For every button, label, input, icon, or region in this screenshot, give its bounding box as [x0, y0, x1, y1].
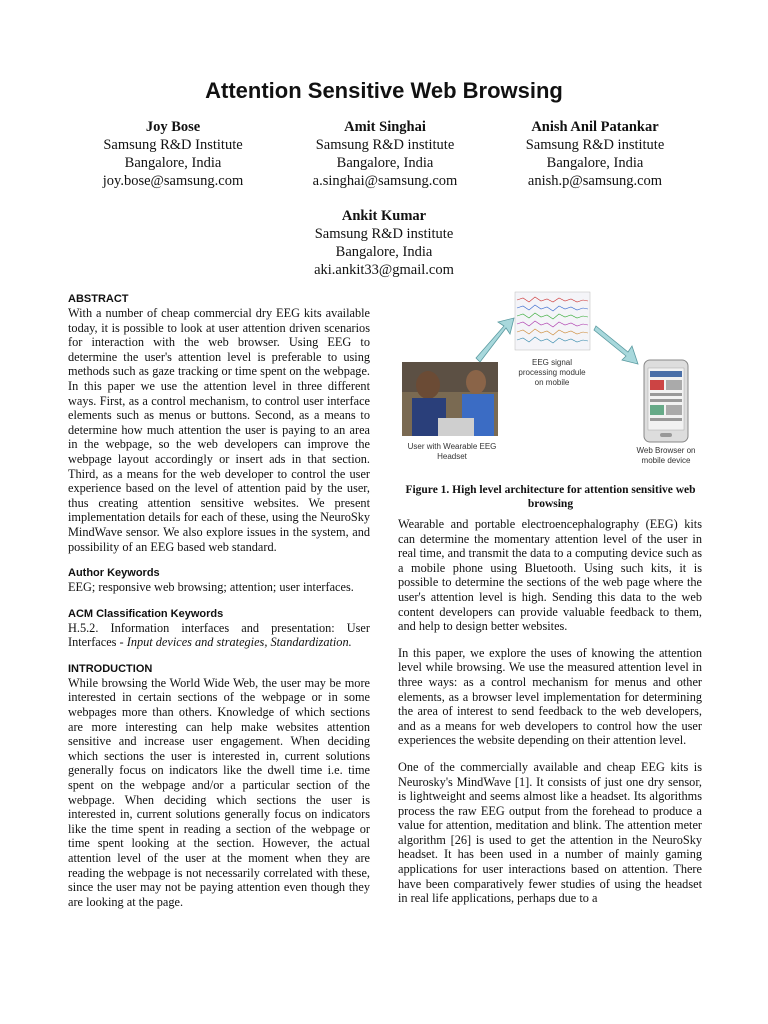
- author-name: Anish Anil Patankar: [531, 119, 659, 135]
- author-location: Bangalore, India: [546, 155, 644, 171]
- user-headset-label: User with Wearable EEG Headset: [407, 442, 497, 461]
- abstract-heading: ABSTRACT: [68, 293, 129, 305]
- body-paragraph: Wearable and portable electroencephalography (EEG) kits can determine the momentary attention level of the user in real time, and transmit the data to a computing device such as a mobile phone using Bluetooth. Using such kits, it is possible to determine the sections of the web page where the user's attention level is high. Sending this data to the web content developers can provide valuable feedback to them, and help to design better websites.: [398, 517, 702, 634]
- paper-title: Attention Sensitive Web Browsing: [205, 78, 563, 103]
- author-location: Bangalore, India: [124, 155, 222, 171]
- web-browser-label: Web Browser on mobile device: [636, 446, 696, 465]
- introduction-text: While browsing the World Wide Web, the user may be more interested in certain sections of the webpage or in some webpages more than others. Knowledge of which sections are more interesting can help make websites attention sensitive and increase user engagement. When deciding which sections the user is interested in, current solutions generally focus on indicators like the dwell time i.e. time spent on the webpage and/or a particular section of the webpage. When deciding which sections the user is interested in, current solutions generally focus on indicators like the time spent in reading a section of the webpage or time spent looking at the section. However, the actual attention level of the user at the moment when they are reading the webpage is not necessarily correlated with these, since the user may not be paying attention even though they are looking at the page.: [68, 675, 370, 909]
- keywords-heading: Author Keywords: [68, 567, 160, 580]
- author-email: aki.ankit33@gmail.com: [314, 262, 454, 278]
- author-name: Amit Singhai: [344, 119, 426, 135]
- introduction-heading: INTRODUCTION: [68, 662, 153, 675]
- author-email: a.singhai@samsung.com: [312, 173, 458, 189]
- keywords-text: EEG; responsive web browsing; attention; user interfaces.: [68, 580, 354, 595]
- author-affiliation: Samsung R&D Institute: [103, 137, 243, 153]
- user-with-headset-photo: [402, 362, 498, 436]
- eeg-signal-image: [515, 292, 590, 350]
- arrow-icon: [594, 326, 638, 364]
- figure-caption: Figure 1. High level architecture for attention sensitive web browsing: [405, 484, 696, 510]
- author-affiliation: Samsung R&D institute: [525, 137, 665, 153]
- author-location: Bangalore, India: [336, 155, 434, 171]
- author-name: Joy Bose: [145, 119, 201, 135]
- right-column: [398, 517, 702, 912]
- left-column: [68, 292, 370, 915]
- author-email: anish.p@samsung.com: [527, 173, 663, 189]
- author-affiliation: Samsung R&D institute: [315, 137, 455, 153]
- abstract-text: With a number of cheap commercial dry EEG kits available today, it is possible to look at user attention driven scenarios for interaction with the web browser. Using EEG to determine the user's attention level is preferable to using methods such as gaze tracking or time spent on the webpage. In this paper we use the attention level in three different ways. First, as a control mechanism, to control user interface elements such as menus or buttons. Second, as a means to determine how much attention the user is paying to an area in the webpage, so the web developers can improve the webpage layout accordingly or insert ads in that section. Third, as a means for the web developer to control the user experience based on the level of attention paid by the user, thus creating attention sensitive websites. We present implementation details for each of these, using the NeuroSky MindWave sensor. We also explore issues in the system, and possibility of an EEG based web standard.: [68, 306, 370, 554]
- author-affiliation: Samsung R&D institute: [314, 226, 454, 242]
- author-block: [279, 207, 489, 279]
- author-location: Bangalore, India: [335, 244, 433, 260]
- author-email: joy.bose@samsung.com: [102, 173, 244, 189]
- author-block: [68, 118, 278, 190]
- acm-heading: ACM Classification Keywords: [68, 607, 224, 620]
- author-block: [490, 118, 700, 190]
- arrow-icon: [476, 318, 514, 362]
- acm-text: H.5.2. Information interfaces and presentation: User Interfaces - Input devices and strategies, Standardization.: [68, 620, 370, 650]
- eeg-module-label: EEG signal processing module on mobile: [518, 358, 586, 387]
- author-block: [280, 118, 490, 190]
- body-paragraph: One of the commercially available and cheap EEG kits is Neurosky's MindWave [1]. It consists of just one dry sensor, is lightweight and seems almost like a headset. Its algorithms process the raw EEG output from the forehead to produce a value for attention, meditation and blink. The attention meter algorithm [26] is used to get the attention in the NeuroSky headset. It has been used in a number of mainly gaming applications for user interactions based on attention. There have been comparatively fewer studies of using the headset in real life applications, perhaps due to a: [398, 759, 702, 906]
- acm-italic: Input devices and strategies, Standardization.: [126, 635, 352, 650]
- body-paragraph: In this paper, we explore the uses of knowing the attention level while browsing. We use the measured attention level in three ways: as a control mechanism for menus and other elements, as a browser level implementation for determining the area of interest to send feedback to the web developers, and as a means for web developers to control how the user experiences the website depending on their attention level.: [398, 645, 702, 748]
- author-name: Ankit Kumar: [341, 208, 427, 224]
- mobile-phone-image: [644, 360, 688, 442]
- figure-1: [398, 290, 703, 470]
